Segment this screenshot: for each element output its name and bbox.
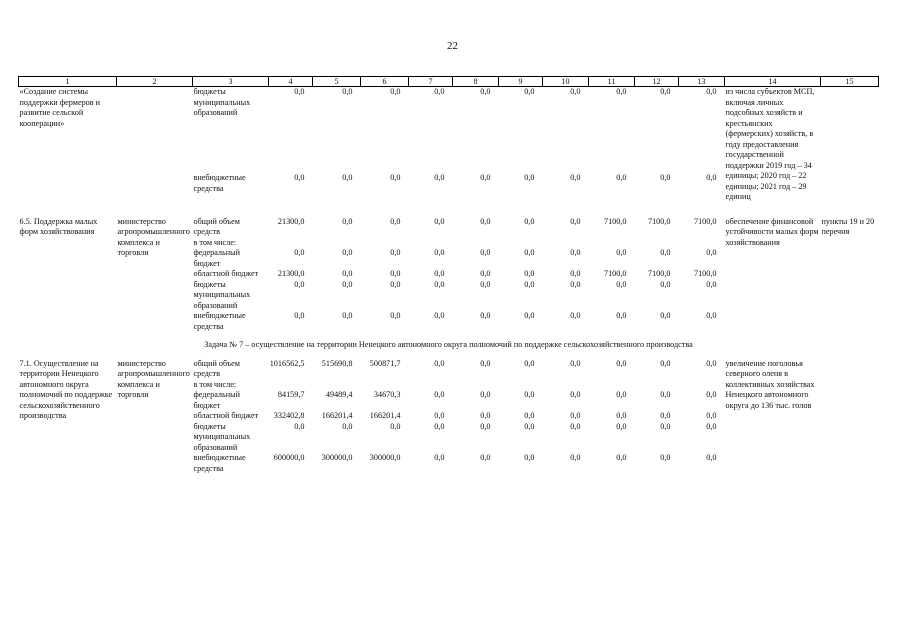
amount-cell: 0,0 bbox=[342, 279, 353, 289]
column-header: 2 bbox=[117, 77, 193, 87]
amount-cell: 0,0 bbox=[616, 390, 627, 399]
amount-cell: 0,0 bbox=[342, 269, 353, 278]
column-header: 5 bbox=[313, 77, 361, 87]
amount-cell: 0,0 bbox=[660, 173, 671, 183]
amount-cell bbox=[543, 238, 589, 249]
amount-cell: 166201,4 bbox=[369, 411, 401, 420]
amount-cell bbox=[269, 380, 313, 391]
amount-cell bbox=[453, 238, 499, 249]
table-row bbox=[19, 215, 879, 238]
amount-cell: 7100,0 bbox=[647, 216, 671, 226]
amount-cell bbox=[635, 238, 679, 249]
amount-cell: 0,0 bbox=[434, 421, 445, 431]
amount-cell: 0,0 bbox=[616, 453, 627, 462]
column-header: 11 bbox=[589, 77, 635, 87]
amount-cell: 0,0 bbox=[616, 248, 627, 257]
amount-cell: 0,0 bbox=[660, 87, 671, 96]
amount-cell: 0,0 bbox=[660, 279, 671, 289]
amount-cell bbox=[269, 238, 313, 249]
amount-cell: 0,0 bbox=[390, 279, 401, 289]
amount-cell: 0,0 bbox=[706, 248, 717, 257]
amount-cell: 0,0 bbox=[706, 87, 717, 96]
amount-cell: 0,0 bbox=[524, 269, 535, 278]
amount-cell: 0,0 bbox=[434, 390, 445, 399]
amount-cell: 0,0 bbox=[524, 421, 535, 431]
table-row bbox=[19, 359, 879, 380]
amount-cell: 500871,7 bbox=[369, 358, 401, 368]
amount-cell: 0,0 bbox=[390, 87, 401, 96]
amount-cell: 0,0 bbox=[570, 358, 581, 368]
amount-cell bbox=[499, 238, 543, 249]
measure-name-cell: «Создание системы поддержки фермеров и развитие сельской кооперации» bbox=[19, 87, 101, 128]
amount-cell: 0,0 bbox=[570, 269, 581, 278]
amount-cell: 600000,0 bbox=[273, 453, 305, 462]
funding-source-cell: федеральный бюджет bbox=[193, 248, 241, 268]
amount-cell: 0,0 bbox=[342, 216, 353, 226]
amount-cell bbox=[635, 380, 679, 391]
table-body-section-1 bbox=[19, 87, 879, 333]
amount-cell: 0,0 bbox=[616, 421, 627, 431]
table-body-section-2 bbox=[19, 359, 879, 475]
measure-name-cell: 6.5. Поддержка малых форм хозяйствования bbox=[19, 216, 98, 236]
amount-cell: 0,0 bbox=[660, 453, 671, 462]
amount-cell: 0,0 bbox=[390, 248, 401, 257]
amount-cell: 49489,4 bbox=[325, 390, 353, 399]
amount-cell: 0,0 bbox=[294, 421, 305, 431]
amount-cell: 0,0 bbox=[390, 311, 401, 320]
amount-cell: 0,0 bbox=[706, 173, 717, 183]
amount-cell: 0,0 bbox=[706, 453, 717, 462]
amount-cell bbox=[543, 380, 589, 391]
amount-cell: 0,0 bbox=[480, 173, 491, 183]
column-header: 10 bbox=[543, 77, 589, 87]
column-header: 9 bbox=[499, 77, 543, 87]
amount-cell: 0,0 bbox=[616, 173, 627, 183]
reference-cell bbox=[821, 87, 879, 215]
amount-cell: 0,0 bbox=[524, 411, 535, 420]
funding-source-cell: бюджеты муниципальных образований bbox=[193, 279, 251, 310]
amount-cell: 0,0 bbox=[706, 311, 717, 320]
amount-cell: 0,0 bbox=[616, 358, 627, 368]
amount-cell: 7100,0 bbox=[647, 269, 671, 278]
funding-source-cell: бюджеты муниципальных образований bbox=[193, 421, 251, 452]
task-title: Задача № 7 – осуществление на территории Ненецкого автономного округа полномочий по поддержке сельскохозяйственного производства bbox=[204, 340, 693, 349]
amount-cell: 0,0 bbox=[480, 411, 491, 420]
amount-cell: 0,0 bbox=[706, 421, 717, 431]
expected-result-cell: из числа субъектов МСП, включая личных подсобных хозяйств и крестьянских (фермерских) хозяйств, в году предоставления государственной поддержки 2019 год – 34 единицы; 2020 год – 22 единицы; 2021 год – 29 единиц bbox=[725, 87, 815, 201]
amount-cell: 0,0 bbox=[660, 390, 671, 399]
column-header: 15 bbox=[821, 77, 879, 87]
expected-result-cell: увеличение поголовья северного оленя в коллективных хозяйствах Ненецкого автономного округа до 136 тыс. голов bbox=[725, 358, 815, 410]
amount-cell: 0,0 bbox=[480, 421, 491, 431]
column-header: 6 bbox=[361, 77, 409, 87]
column-header: 14 bbox=[725, 77, 821, 87]
amount-cell: 0,0 bbox=[616, 87, 627, 96]
reference-cell: пункты 19 и 20 перечня bbox=[821, 216, 875, 236]
amount-cell: 0,0 bbox=[480, 279, 491, 289]
amount-cell: 7100,0 bbox=[603, 269, 627, 278]
amount-cell: 0,0 bbox=[570, 421, 581, 431]
amount-cell: 0,0 bbox=[390, 173, 401, 183]
responsible-cell: министерство агропромышленного комплекса и торговли bbox=[117, 216, 190, 257]
amount-cell: 0,0 bbox=[570, 216, 581, 226]
amount-cell bbox=[313, 380, 361, 391]
program-table bbox=[18, 76, 879, 474]
reference-cell bbox=[821, 359, 879, 475]
amount-cell: 0,0 bbox=[480, 390, 491, 399]
table-row bbox=[19, 87, 879, 174]
funding-source-cell: областной бюджет bbox=[193, 269, 259, 278]
funding-source-cell: бюджеты муниципальных образований bbox=[193, 87, 251, 117]
amount-cell: 0,0 bbox=[616, 311, 627, 320]
amount-cell: 0,0 bbox=[434, 216, 445, 226]
amount-cell: 0,0 bbox=[524, 173, 535, 183]
amount-cell: 7100,0 bbox=[693, 216, 717, 226]
amount-cell: 332402,8 bbox=[273, 411, 305, 420]
amount-cell bbox=[409, 238, 453, 249]
amount-cell: 0,0 bbox=[524, 216, 535, 226]
amount-cell: 0,0 bbox=[660, 411, 671, 420]
column-header: 13 bbox=[679, 77, 725, 87]
amount-cell: 0,0 bbox=[434, 279, 445, 289]
amount-cell: 0,0 bbox=[342, 311, 353, 320]
amount-cell: 0,0 bbox=[706, 411, 717, 420]
amount-cell: 0,0 bbox=[570, 411, 581, 420]
amount-cell: 0,0 bbox=[570, 248, 581, 257]
amount-cell: 0,0 bbox=[524, 248, 535, 257]
amount-cell: 166201,4 bbox=[321, 411, 353, 420]
funding-source-cell: общий объем средств bbox=[193, 216, 240, 236]
amount-cell bbox=[361, 238, 409, 249]
amount-cell: 0,0 bbox=[660, 248, 671, 257]
column-header: 3 bbox=[193, 77, 269, 87]
amount-cell: 0,0 bbox=[524, 358, 535, 368]
funding-source-cell: областной бюджет bbox=[193, 411, 259, 420]
amount-cell: 0,0 bbox=[480, 216, 491, 226]
amount-cell: 0,0 bbox=[434, 87, 445, 96]
amount-cell: 7100,0 bbox=[693, 269, 717, 278]
amount-cell: 0,0 bbox=[434, 311, 445, 320]
amount-cell: 0,0 bbox=[480, 358, 491, 368]
page-number: 22 bbox=[447, 40, 458, 52]
amount-cell: 0,0 bbox=[524, 87, 535, 96]
amount-cell: 0,0 bbox=[294, 173, 305, 183]
amount-cell bbox=[499, 380, 543, 391]
amount-cell: 0,0 bbox=[294, 87, 305, 96]
amount-cell bbox=[409, 380, 453, 391]
task-row bbox=[19, 332, 879, 359]
amount-cell bbox=[313, 238, 361, 249]
amount-cell: 0,0 bbox=[480, 248, 491, 257]
amount-cell: 0,0 bbox=[434, 173, 445, 183]
amount-cell: 0,0 bbox=[342, 87, 353, 96]
amount-cell: 0,0 bbox=[570, 173, 581, 183]
responsible-cell bbox=[117, 87, 193, 215]
amount-cell: 0,0 bbox=[294, 279, 305, 289]
table-header-row bbox=[19, 77, 879, 87]
amount-cell: 0,0 bbox=[434, 248, 445, 257]
amount-cell: 0,0 bbox=[570, 279, 581, 289]
amount-cell: 0,0 bbox=[706, 358, 717, 368]
amount-cell bbox=[361, 380, 409, 391]
amount-cell: 7100,0 bbox=[603, 216, 627, 226]
amount-cell: 0,0 bbox=[342, 421, 353, 431]
amount-cell: 0,0 bbox=[390, 269, 401, 278]
amount-cell: 0,0 bbox=[434, 411, 445, 420]
amount-cell: 34670,3 bbox=[373, 390, 401, 399]
amount-cell: 0,0 bbox=[706, 279, 717, 289]
amount-cell: 300000,0 bbox=[321, 453, 353, 462]
funding-source-cell: в том числе: bbox=[193, 237, 237, 247]
amount-cell: 0,0 bbox=[660, 358, 671, 368]
amount-cell: 0,0 bbox=[570, 87, 581, 96]
amount-cell: 0,0 bbox=[570, 453, 581, 462]
amount-cell: 0,0 bbox=[480, 87, 491, 96]
amount-cell: 0,0 bbox=[524, 279, 535, 289]
funding-source-cell: федеральный бюджет bbox=[193, 390, 241, 410]
column-header: 4 bbox=[269, 77, 313, 87]
amount-cell: 0,0 bbox=[434, 453, 445, 462]
amount-cell bbox=[679, 238, 725, 249]
amount-cell: 0,0 bbox=[480, 269, 491, 278]
amount-cell: 0,0 bbox=[342, 173, 353, 183]
amount-cell: 0,0 bbox=[434, 269, 445, 278]
amount-cell: 0,0 bbox=[660, 311, 671, 320]
amount-cell bbox=[589, 238, 635, 249]
amount-cell: 0,0 bbox=[342, 248, 353, 257]
amount-cell: 0,0 bbox=[294, 248, 305, 257]
column-header: 12 bbox=[635, 77, 679, 87]
amount-cell: 0,0 bbox=[570, 390, 581, 399]
funding-source-cell: внебюджетные средства bbox=[193, 453, 246, 473]
responsible-cell: министерство агропромышленного комплекса и торговли bbox=[117, 358, 190, 399]
expected-result-cell: обеспечение финансовой устойчивости малых форм хозяйствования bbox=[725, 216, 819, 247]
amount-cell: 0,0 bbox=[524, 453, 535, 462]
amount-cell: 84159,7 bbox=[277, 390, 305, 399]
amount-cell: 0,0 bbox=[570, 311, 581, 320]
funding-source-cell: общий объем средств bbox=[193, 358, 240, 378]
task-section bbox=[19, 332, 879, 359]
amount-cell bbox=[589, 380, 635, 391]
amount-cell: 0,0 bbox=[390, 216, 401, 226]
amount-cell: 0,0 bbox=[480, 311, 491, 320]
funding-source-cell: в том числе: bbox=[193, 379, 237, 389]
amount-cell: 0,0 bbox=[524, 390, 535, 399]
amount-cell bbox=[453, 380, 499, 391]
amount-cell: 0,0 bbox=[390, 421, 401, 431]
amount-cell: 0,0 bbox=[660, 421, 671, 431]
amount-cell: 1016562,5 bbox=[269, 358, 305, 368]
funding-source-cell: внебюджетные средства bbox=[193, 311, 246, 331]
column-header: 8 bbox=[453, 77, 499, 87]
amount-cell: 0,0 bbox=[524, 311, 535, 320]
amount-cell: 21300,0 bbox=[277, 216, 305, 226]
funding-source-cell: внебюджетные средства bbox=[193, 173, 246, 193]
measure-name-cell: 7.1. Осуществление на территории Ненецкого автономного округа полномочий по поддержке сельскохозяйственного производства bbox=[19, 358, 113, 420]
amount-cell bbox=[679, 380, 725, 391]
column-header: 7 bbox=[409, 77, 453, 87]
amount-cell: 0,0 bbox=[294, 311, 305, 320]
amount-cell: 21300,0 bbox=[277, 269, 305, 278]
amount-cell: 0,0 bbox=[434, 358, 445, 368]
amount-cell: 515690,8 bbox=[321, 358, 353, 368]
amount-cell: 300000,0 bbox=[369, 453, 401, 462]
amount-cell: 0,0 bbox=[616, 279, 627, 289]
amount-cell: 0,0 bbox=[706, 390, 717, 399]
amount-cell: 0,0 bbox=[480, 453, 491, 462]
column-header: 1 bbox=[19, 77, 117, 87]
amount-cell: 0,0 bbox=[616, 411, 627, 420]
